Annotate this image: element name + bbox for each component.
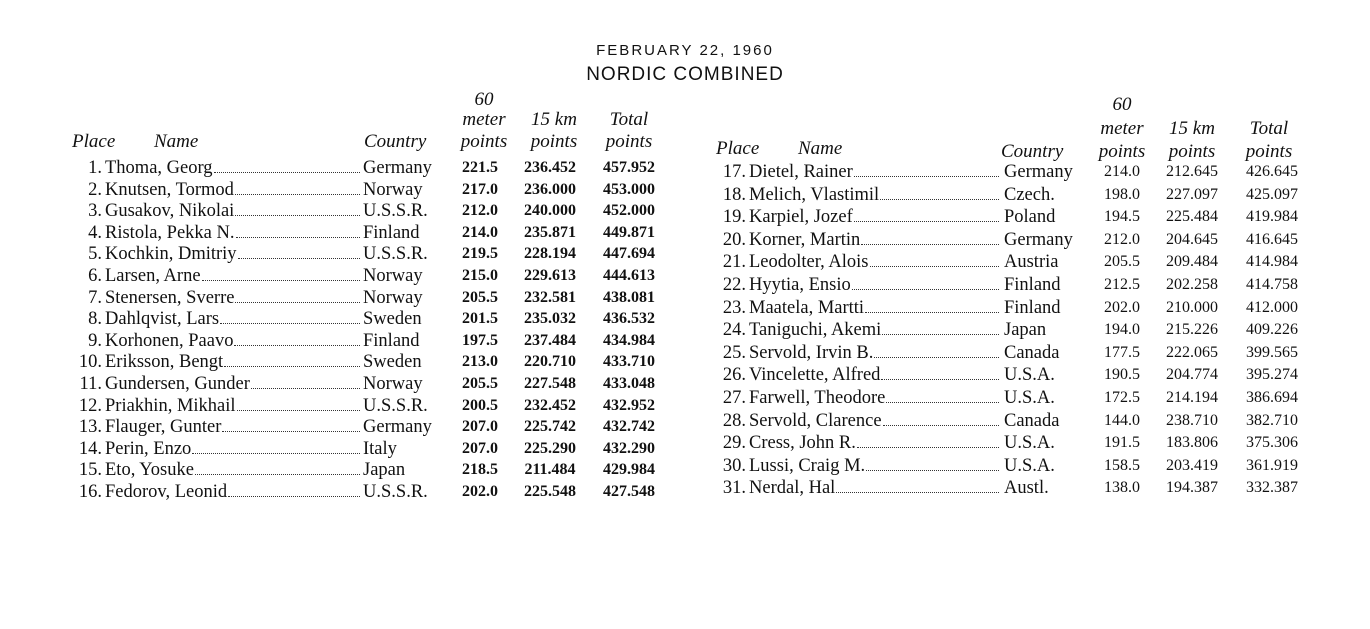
- athlete-name: Melich, Vlastimil: [749, 184, 880, 205]
- country-cell: Germany: [363, 417, 432, 438]
- col-header-total-1: Total: [609, 109, 649, 130]
- ski-points-cell: 237.484: [524, 331, 576, 349]
- leader-dots: [235, 214, 360, 216]
- name-cell: [105, 330, 362, 352]
- place-cell: 18.: [722, 184, 746, 205]
- total-points-cell: 361.919: [1246, 456, 1298, 474]
- place-cell: 11.: [79, 374, 102, 394]
- ski-points-cell: 225.484: [1166, 208, 1218, 226]
- jump-points-cell: 190.5: [1104, 366, 1140, 384]
- jump-points-cell: 214.0: [462, 223, 498, 241]
- total-points-cell: 457.952: [603, 159, 655, 176]
- leader-dots: [238, 257, 360, 259]
- total-points-cell: 426.645: [1246, 163, 1298, 180]
- ski-points-cell: 232.452: [524, 396, 576, 414]
- ski-points-cell: 236.000: [524, 180, 576, 198]
- name-cell: [105, 373, 362, 395]
- name-cell: [105, 438, 362, 460]
- leader-dots: [195, 473, 360, 475]
- country-cell: Sweden: [363, 352, 422, 373]
- ski-points-cell: 214.194: [1166, 389, 1218, 406]
- athlete-name: Hyytia, Ensio: [749, 275, 851, 295]
- athlete-name: Eriksson, Bengt: [105, 352, 224, 373]
- jump-points-cell: 194.5: [1104, 208, 1140, 226]
- col-header-meter-2: meter: [1100, 118, 1144, 139]
- jump-points-cell: 212.5: [1104, 276, 1140, 293]
- country-cell: Czech.: [1004, 184, 1055, 205]
- ski-points-cell: 229.613: [524, 267, 576, 284]
- name-cell: [105, 179, 362, 201]
- leader-dots: [236, 236, 361, 238]
- ski-points-cell: 227.548: [524, 375, 576, 392]
- ski-points-cell: 211.484: [524, 461, 576, 479]
- place-cell: 25.: [722, 342, 746, 363]
- leader-dots: [861, 243, 999, 245]
- leader-dots: [883, 424, 999, 426]
- ski-points-cell: 212.645: [1166, 163, 1218, 180]
- ski-points-cell: 225.548: [524, 483, 576, 500]
- country-cell: Sweden: [363, 309, 422, 330]
- athlete-name: Priakhin, Mikhail: [105, 395, 236, 416]
- jump-points-cell: 207.0: [462, 418, 498, 436]
- total-points-cell: 375.306: [1246, 434, 1298, 452]
- ski-points-cell: 232.581: [524, 288, 576, 306]
- jump-points-cell: 207.0: [462, 439, 498, 457]
- col-header-km-1: 15 km: [531, 109, 577, 130]
- total-points-cell: 412.000: [1246, 298, 1298, 316]
- country-cell: Finland: [363, 330, 420, 351]
- name-cell: [105, 481, 362, 503]
- ski-points-cell: 204.774: [1166, 366, 1218, 384]
- total-points-cell: 432.290: [603, 439, 655, 457]
- ski-points-cell: 204.645: [1166, 230, 1218, 248]
- leader-dots: [866, 469, 999, 471]
- ski-points-cell: 235.032: [524, 310, 576, 328]
- athlete-name: Farwell, Theodore: [749, 388, 886, 408]
- name-cell: [749, 410, 1001, 432]
- col-header-km-2: points: [1168, 141, 1216, 162]
- name-cell: [105, 287, 362, 309]
- name-cell: [749, 206, 1001, 228]
- jump-points-cell: 221.5: [462, 159, 498, 176]
- col-header-meter-1: 60: [1112, 94, 1132, 115]
- country-cell: U.S.S.R.: [363, 244, 428, 265]
- col-header-country: Country: [1001, 141, 1064, 162]
- jump-points-cell: 217.0: [462, 180, 498, 198]
- place-cell: 4.: [88, 222, 102, 243]
- total-points-cell: 449.871: [603, 223, 655, 241]
- ski-points-cell: 209.484: [1166, 253, 1218, 271]
- leader-dots: [224, 365, 360, 367]
- col-header-name: Name: [154, 131, 199, 152]
- total-points-cell: 382.710: [1246, 411, 1298, 429]
- jump-points-cell: 215.0: [462, 267, 498, 284]
- country-cell: Finland: [1004, 297, 1061, 318]
- jump-points-cell: 138.0: [1104, 479, 1140, 497]
- jump-points-cell: 218.5: [462, 461, 498, 479]
- country-cell: Norway: [363, 266, 423, 286]
- ski-points-cell: 225.290: [524, 439, 576, 457]
- name-cell: [105, 416, 362, 438]
- col-header-km-2: points: [530, 131, 578, 152]
- jump-points-cell: 213.0: [462, 353, 498, 371]
- leader-dots: [854, 175, 999, 177]
- athlete-name: Cress, John R.: [749, 433, 856, 454]
- place-cell: 23.: [722, 297, 746, 318]
- athlete-name: Karpiel, Jozef: [749, 207, 853, 228]
- name-cell: [105, 459, 362, 481]
- athlete-name: Knutsen, Tormod: [105, 179, 234, 200]
- place-cell: 9.: [88, 330, 102, 351]
- ski-points-cell: 228.194: [524, 245, 576, 263]
- ski-points-cell: 215.226: [1166, 321, 1218, 339]
- athlete-name: Taniguchi, Akemi: [749, 320, 882, 341]
- place-cell: 8.: [88, 309, 102, 330]
- place-cell: 5.: [88, 244, 102, 265]
- place-cell: 24.: [722, 320, 746, 341]
- total-points-cell: 432.742: [603, 418, 655, 436]
- leader-dots: [836, 491, 999, 493]
- place-cell: 20.: [722, 229, 746, 250]
- country-cell: Norway: [363, 287, 423, 308]
- ski-points-cell: 240.000: [524, 202, 576, 220]
- col-header-total-1: Total: [1249, 118, 1289, 139]
- col-header-meter-2: meter: [462, 109, 506, 130]
- place-cell: 10.: [78, 352, 102, 373]
- jump-points-cell: 202.0: [462, 483, 498, 500]
- athlete-name: Leodolter, Alois: [749, 252, 869, 273]
- jump-points-cell: 198.0: [1104, 185, 1140, 203]
- total-points-cell: 434.984: [603, 331, 655, 349]
- athlete-name: Korner, Martin: [749, 229, 861, 250]
- name-cell: [105, 157, 362, 179]
- name-cell: [749, 184, 1001, 206]
- athlete-name: Nerdal, Hal: [749, 478, 836, 499]
- total-points-cell: 452.000: [603, 202, 655, 220]
- country-cell: Italy: [363, 438, 397, 459]
- name-cell: [749, 342, 1001, 364]
- page-date: FEBRUARY 22, 1960: [596, 42, 774, 59]
- athlete-name: Fedorov, Leonid: [105, 482, 228, 502]
- leader-dots: [192, 452, 360, 454]
- country-cell: U.S.A.: [1004, 365, 1055, 386]
- country-cell: U.S.A.: [1004, 433, 1055, 454]
- place-cell: 30.: [722, 455, 746, 476]
- athlete-name: Stenersen, Sverre: [105, 287, 235, 308]
- total-points-cell: 433.710: [603, 353, 655, 371]
- total-points-cell: 395.274: [1246, 366, 1298, 384]
- name-cell: [749, 229, 1001, 251]
- ski-points-cell: 194.387: [1166, 479, 1218, 497]
- total-points-cell: 433.048: [603, 375, 655, 392]
- ski-points-cell: 202.258: [1166, 276, 1218, 293]
- name-cell: [749, 251, 1001, 273]
- athlete-name: Dietel, Rainer: [749, 162, 853, 182]
- jump-points-cell: 158.5: [1104, 456, 1140, 474]
- leader-dots: [237, 409, 360, 411]
- name-cell: [749, 297, 1001, 319]
- leader-dots: [214, 171, 360, 173]
- jump-points-cell: 200.5: [462, 396, 498, 414]
- jump-points-cell: 202.0: [1104, 298, 1140, 316]
- leader-dots: [202, 279, 360, 281]
- jump-points-cell: 201.5: [462, 310, 498, 328]
- ski-points-cell: 238.710: [1166, 411, 1218, 429]
- place-cell: 21.: [722, 252, 746, 273]
- col-header-meter-3: points: [1098, 141, 1146, 162]
- total-points-cell: 332.387: [1246, 479, 1298, 497]
- jump-points-cell: 212.0: [462, 202, 498, 220]
- total-points-cell: 432.952: [603, 396, 655, 414]
- col-header-place: Place: [716, 138, 760, 159]
- col-header-place: Place: [72, 131, 116, 152]
- name-cell: [105, 395, 362, 417]
- leader-dots: [865, 311, 999, 313]
- total-points-cell: 414.984: [1246, 253, 1298, 271]
- athlete-name: Flauger, Gunter: [105, 417, 222, 438]
- col-header-name: Name: [798, 138, 843, 159]
- name-cell: [749, 432, 1001, 454]
- country-cell: Poland: [1004, 207, 1056, 228]
- jump-points-cell: 177.5: [1104, 343, 1140, 361]
- athlete-name: Kochkin, Dmitriy: [105, 244, 237, 265]
- jump-points-cell: 212.0: [1104, 230, 1140, 248]
- ski-points-cell: 183.806: [1166, 434, 1218, 452]
- athlete-name: Dahlqvist, Lars: [105, 309, 220, 330]
- ski-points-cell: 220.710: [524, 353, 576, 371]
- athlete-name: Vincelette, Alfred: [749, 365, 881, 386]
- leader-dots: [874, 356, 999, 358]
- col-header-country: Country: [364, 131, 427, 152]
- jump-points-cell: 214.0: [1104, 163, 1140, 180]
- jump-points-cell: 144.0: [1104, 411, 1140, 429]
- country-cell: Norway: [363, 179, 423, 200]
- jump-points-cell: 172.5: [1104, 389, 1140, 406]
- place-cell: 31.: [722, 478, 746, 499]
- athlete-name: Gundersen, Gunder: [105, 374, 250, 394]
- country-cell: Austl.: [1004, 478, 1049, 499]
- country-cell: Japan: [363, 460, 406, 481]
- name-cell: [105, 265, 362, 287]
- athlete-name: Servold, Clarence: [749, 410, 882, 431]
- leader-dots: [886, 401, 999, 403]
- event-title: NORDIC COMBINED: [586, 64, 784, 85]
- name-cell: [749, 161, 1001, 183]
- leader-dots: [857, 446, 999, 448]
- col-header-total-2: points: [1245, 141, 1293, 162]
- place-cell: 14.: [78, 438, 102, 459]
- leader-dots: [854, 220, 999, 222]
- place-cell: 12.: [78, 395, 102, 416]
- leader-dots: [235, 193, 360, 195]
- country-cell: Germany: [1004, 162, 1073, 182]
- jump-points-cell: 191.5: [1104, 434, 1140, 452]
- total-points-cell: 427.548: [603, 483, 655, 500]
- ski-points-cell: 227.097: [1166, 185, 1218, 203]
- place-cell: 27.: [722, 388, 746, 408]
- name-cell: [105, 222, 362, 244]
- place-cell: 22.: [722, 275, 746, 295]
- place-cell: 1.: [88, 158, 102, 178]
- col-header-km-1: 15 km: [1169, 118, 1215, 139]
- country-cell: U.S.A.: [1004, 388, 1055, 408]
- athlete-name: Lussi, Craig M.: [749, 455, 866, 476]
- total-points-cell: 436.532: [603, 310, 655, 328]
- country-cell: Finland: [1004, 275, 1061, 295]
- name-cell: [749, 319, 1001, 341]
- athlete-name: Eto, Yosuke: [105, 460, 194, 481]
- place-cell: 3.: [88, 201, 102, 222]
- country-cell: Germany: [363, 158, 432, 178]
- ski-points-cell: 210.000: [1166, 298, 1218, 316]
- country-cell: Finland: [363, 222, 420, 243]
- country-cell: Canada: [1004, 410, 1060, 431]
- place-cell: 17.: [722, 162, 746, 182]
- name-cell: [105, 308, 362, 330]
- jump-points-cell: 205.5: [462, 375, 498, 392]
- jump-points-cell: 194.0: [1104, 321, 1140, 339]
- jump-points-cell: 219.5: [462, 245, 498, 263]
- place-cell: 29.: [722, 433, 746, 454]
- total-points-cell: 399.565: [1246, 343, 1298, 361]
- name-cell: [749, 274, 1001, 296]
- leader-dots: [251, 387, 360, 389]
- athlete-name: Gusakov, Nikolai: [105, 201, 235, 222]
- ski-points-cell: 203.419: [1166, 456, 1218, 474]
- country-cell: Canada: [1004, 342, 1060, 363]
- athlete-name: Ristola, Pekka N.: [105, 222, 235, 243]
- total-points-cell: 425.097: [1246, 185, 1298, 203]
- leader-dots: [234, 344, 360, 346]
- country-cell: U.S.S.R.: [363, 201, 428, 222]
- leader-dots: [881, 378, 999, 380]
- athlete-name: Perin, Enzo: [105, 438, 192, 459]
- ski-points-cell: 236.452: [524, 159, 576, 176]
- total-points-cell: 386.694: [1246, 389, 1298, 406]
- name-cell: [749, 387, 1001, 409]
- athlete-name: Larsen, Arne: [105, 266, 201, 286]
- jump-points-cell: 197.5: [462, 331, 498, 349]
- place-cell: 7.: [88, 287, 102, 308]
- country-cell: Austria: [1004, 252, 1059, 273]
- name-cell: [105, 243, 362, 265]
- country-cell: U.S.S.R.: [363, 482, 428, 502]
- col-header-meter-3: points: [460, 131, 508, 152]
- place-cell: 2.: [88, 179, 102, 200]
- place-cell: 19.: [722, 207, 746, 228]
- athlete-name: Servold, Irvin B.: [749, 342, 874, 363]
- total-points-cell: 429.984: [603, 461, 655, 479]
- col-header-total-2: points: [605, 131, 653, 152]
- total-points-cell: 444.613: [603, 267, 655, 284]
- leader-dots: [228, 495, 360, 497]
- leader-dots: [220, 322, 360, 324]
- ski-points-cell: 222.065: [1166, 343, 1218, 361]
- athlete-name: Thoma, Georg: [105, 158, 213, 178]
- place-cell: 15.: [78, 460, 102, 481]
- total-points-cell: 409.226: [1246, 321, 1298, 339]
- ski-points-cell: 235.871: [524, 223, 576, 241]
- country-cell: Norway: [363, 374, 423, 394]
- leader-dots: [235, 301, 360, 303]
- name-cell: [105, 200, 362, 222]
- country-cell: Germany: [1004, 229, 1073, 250]
- leader-dots: [870, 265, 1000, 267]
- name-cell: [749, 477, 1001, 499]
- total-points-cell: 419.984: [1246, 208, 1298, 226]
- total-points-cell: 453.000: [603, 180, 655, 198]
- athlete-name: Maatela, Martti: [749, 297, 865, 318]
- leader-dots: [222, 430, 360, 432]
- total-points-cell: 416.645: [1246, 230, 1298, 248]
- total-points-cell: 414.758: [1246, 276, 1298, 293]
- country-cell: Japan: [1004, 320, 1047, 341]
- name-cell: [105, 351, 362, 373]
- total-points-cell: 438.081: [603, 288, 655, 306]
- leader-dots: [880, 198, 999, 200]
- place-cell: 28.: [722, 410, 746, 431]
- athlete-name: Korhonen, Paavo: [105, 330, 234, 351]
- country-cell: U.S.A.: [1004, 455, 1055, 476]
- col-header-meter-1: 60: [474, 89, 494, 110]
- country-cell: U.S.S.R.: [363, 395, 428, 416]
- ski-points-cell: 225.742: [524, 418, 576, 436]
- name-cell: [749, 455, 1001, 477]
- leader-dots: [852, 288, 999, 290]
- place-cell: 16.: [78, 482, 102, 502]
- place-cell: 13.: [78, 417, 102, 438]
- total-points-cell: 447.694: [603, 245, 655, 263]
- leader-dots: [882, 333, 999, 335]
- jump-points-cell: 205.5: [462, 288, 498, 306]
- name-cell: [749, 364, 1001, 386]
- place-cell: 26.: [722, 365, 746, 386]
- place-cell: 6.: [88, 266, 102, 286]
- jump-points-cell: 205.5: [1104, 253, 1140, 271]
